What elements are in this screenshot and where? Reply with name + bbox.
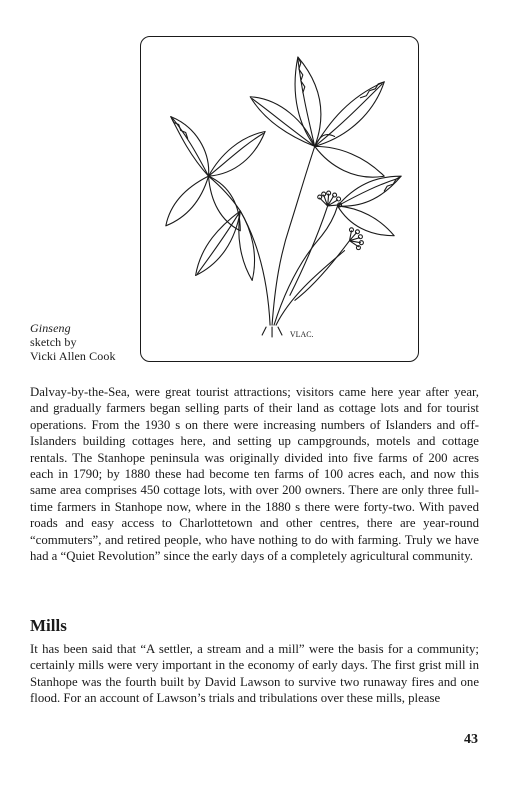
artist-signature: VLAC. xyxy=(289,330,314,340)
ginseng-sketch-frame xyxy=(140,36,419,362)
flower-head-upper xyxy=(318,191,342,207)
caption-line: sketch by xyxy=(30,335,77,349)
caption-credit: Vicki Allen Cook xyxy=(30,349,116,363)
body-paragraph-2: It has been said that “A settler, a stream and a mill” were the basis for a community; certainly mills were very important in the economy of early days. The first grist mill in Stanhope was the fourth built by David Lawson to survive two runaway fires and one flood. For an account of Lawson’s trials and tribulations over these mills, please xyxy=(30,642,479,706)
flower-head-lower xyxy=(349,228,363,250)
figure-caption xyxy=(30,321,135,363)
body-paragraph-1: Dalvay-by-the-Sea, were great tourist attractions; visitors came here year after year, and gradually farmers began selling parts of their land as cottage lots and for tourist operations. From the 1930 s on there were increasing numbers of Islanders and off-Islanders building cottages here, and setting up campgrounds, motels and cottage rentals. The Stanhope peninsula was originally divided into five farms of 200 acres each in 1790; by 1880 these had become ten farms of 100 acres each, and now this same area comprises 450 cottage lots, with over 200 owners. There are only three full-time farmers in Stanhope now, where in the 1880 s there were forty-two. With paved roads and easy access to Charlottetown and other centres, there are year-round “commuters”, and retired people, who have nothing to do with farming. Truly we have had a “Quiet Revolution” since the early days of a completely agricultural community. xyxy=(30,385,479,564)
section-heading: Mills xyxy=(30,616,67,635)
caption-title: Ginseng xyxy=(30,321,71,335)
page-number: 43 xyxy=(464,732,478,747)
ginseng-sketch-illustration xyxy=(141,37,418,361)
